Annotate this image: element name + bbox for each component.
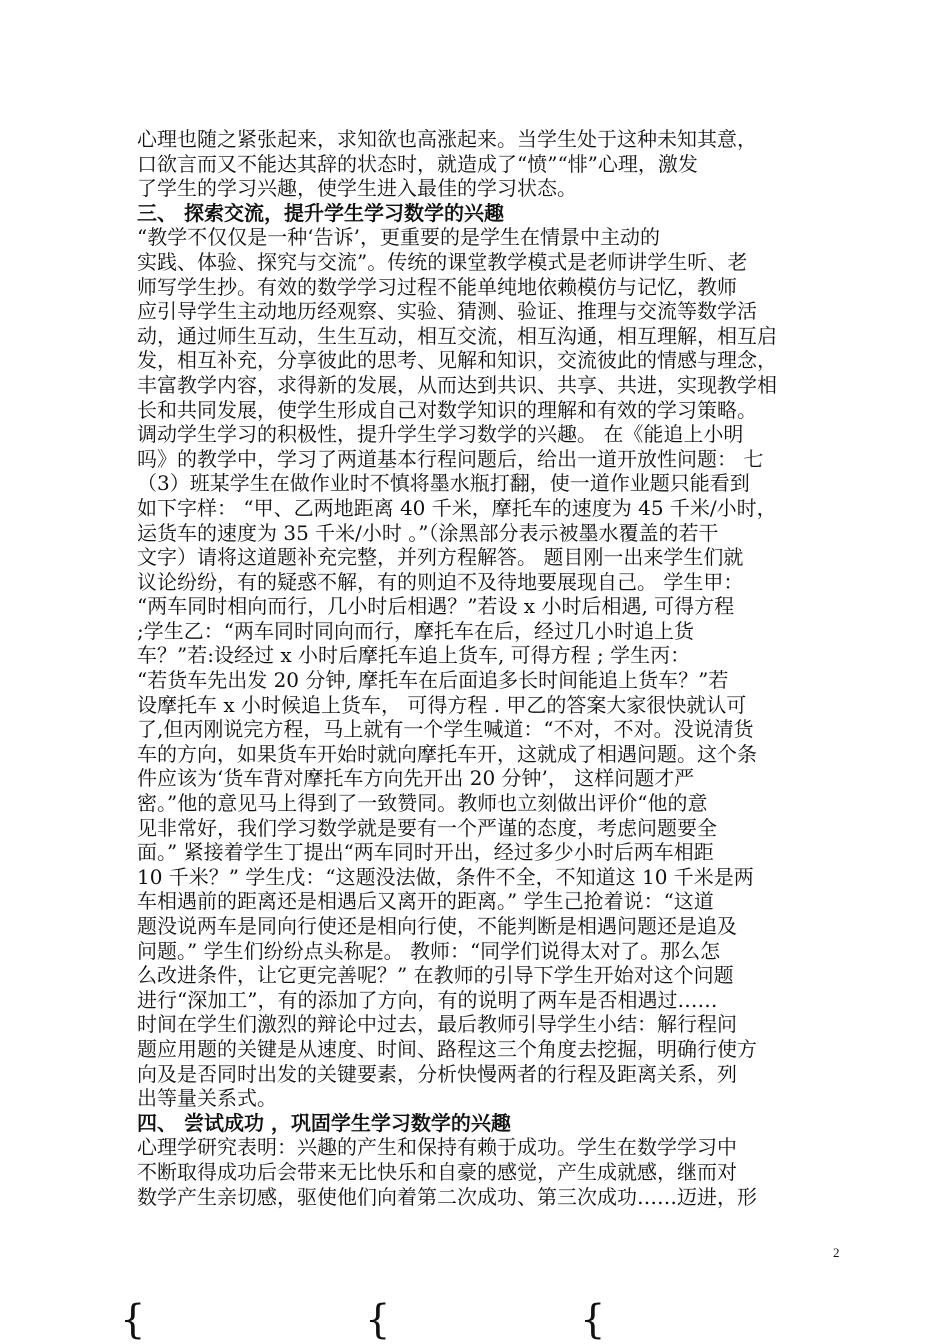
text-line: 调动学生学习的积极性，提升学生学习数学的兴趣。 在《能追上小明 [137,422,744,447]
text-line: 如下字样： “甲、乙两地距离 40 千米，摩托车的速度为 45 千米/小时， [137,495,777,520]
text-line: “两车同时相向而行，几小时后相遇？”若设 x 小时后相遇, 可得方程 [137,594,735,619]
page-number: 2 [833,1245,840,1260]
text-line: 口欲言而又不能达其辞的状态时，就造成了“愤”“悱”心理，激发 [137,151,698,176]
text-line: 动，通过师生互动，生生互动，相互交流，相互沟通，相互理解，相互启 [137,323,777,348]
text-line: 向及是否同时出发的关键要素，分析快慢两者的行程及距离关系，列 [137,1061,737,1086]
section-heading-3: 三、 探索交流，提升学生学习数学的兴趣 [137,200,504,225]
text-line: 题应用题的关键是从速度、时间、路程这三个角度去挖掘，明确行使方 [137,1036,757,1061]
text-line: 题没说两车是同向行使还是相向行使，不能判断是相遇问题还是追及 [137,914,737,938]
text-line: 了学生的学习兴趣，使学生进入最佳的学习状态。 [137,176,577,201]
text-line: “教学不仅仅是一种‘告诉’，更重要的是学生在情景中主动的 [137,225,660,250]
text-line: 么改进条件，让它更完善呢？” 在教师的引导下学生开始对这个问题 [137,963,734,988]
text-line: 见非常好，我们学习数学就是要有一个严谨的态度，考虑问题要全 [137,815,717,840]
text-line: 发，相互补充，分享彼此的思考、见解和知识，交流彼此的情感与理念， [137,348,777,373]
text-line: 密。”他的意见马上得到了一致赞同。教师也立刻做出评价“他的意 [137,791,708,816]
text-line: 数学产生亲切感，驱使他们向着第二次成功、第三次成功……迈进，形 [137,1184,757,1209]
text-line: 面。” 紧接着学生丁提出“两车同时开出，经过多少小时后两车相距 [137,840,714,865]
text-line: 丰富教学内容，求得新的发展，从而达到共识、共享、共进，实现教学相 [137,372,777,397]
text-line: 心理也随之紧张起来，求知欲也高涨起来。当学生处于这种未知其意， [137,127,757,151]
text-line: 长和共同发展，使学生形成自己对数学知识的理解和有效的学习策略。 [137,397,757,422]
left-brace-2: { [365,1297,391,1343]
text-line: 进行“深加工”，有的添加了方向，有的说明了两车是否相遇过…… [137,987,718,1012]
left-brace-3: { [580,1297,606,1343]
text-line: 心理学研究表明：兴趣的产生和保持有赖于成功。学生在数学学习中 [137,1135,737,1160]
text-line: 吗》的教学中，学习了两道基本行程问题后，给出一道开放性问题： 七 [137,446,764,471]
text-line: 设摩托车 x 小时候追上货车， 可得方程 . 甲乙的答案大家很快就认可 [137,692,747,717]
text-line: （3）班某学生在做作业时不慎将墨水瓶打翻，使一道作业题只能看到 [137,471,750,496]
text-line: ;学生乙：“两车同时同向而行，摩托车在后，经过几小时追上货 [137,618,694,643]
section-heading-4: 四、 尝试成功 ，巩固学生学习数学的兴趣 [137,1110,511,1135]
text-line: 应引导学生主动地历经观察、实验、猜测、验证、推理与交流等数学活 [137,299,757,324]
text-line: 议论纷纷，有的疑惑不解，有的则迫不及待地要展现自己。 学生甲： [137,569,744,594]
text-line: 了,但丙刚说完方程，马上就有一个学生喊道：“不对，不对。没说清货 [137,717,754,742]
text-line: 问题。” 学生们纷纷点头称是。 教师：“同学们说得太对了。那么怎 [137,938,721,963]
text-line: “若货车先出发 20 分钟, 摩托车在后面追多长时间能追上货车？”若 [137,668,729,693]
text-line: 文字）请将这道题补充完整，并列方程解答。 题目刚一出来学生们就 [137,545,744,570]
text-line: 师写学生抄。有效的数学学习过程不能单纯地依赖模仿与记忆，教师 [137,274,737,299]
text-line: 不断取得成功后会带来无比快乐和自豪的感觉，产生成就感，继而对 [137,1159,737,1184]
text-line: 车相遇前的距离还是相遇后又离开的距离。” 学生己抢着说：“这道 [137,889,714,914]
text-line: 车的方向，如果货车开始时就向摩托车开，这就成了相遇问题。这个条 [137,741,757,766]
text-line: 时间在学生们激烈的辩论中过去，最后教师引导学生小结：解行程问 [137,1012,737,1037]
text-line: 件应该为‘货车背对摩托车方向先开出 20 分钟’， 这样问题才严 [137,766,695,791]
body-text [137,127,822,1209]
text-line: 实践、体验、探究与交流”。传统的课堂教学模式是老师讲学生听、老 [137,249,748,274]
text-line: 10 千米？” 学生戊：“这题没法做，条件不全，不知道这 10 千米是两 [137,864,754,889]
text-line: 运货车的速度为 35 千米/小时 。”（涂黑部分表示被墨水覆盖的若干 [137,520,719,545]
left-brace-1: { [120,1297,146,1343]
text-line: 车？”若:设经过 x 小时后摩托车追上货车, 可得方程 ; 学生丙： [137,643,691,668]
text-line: 出等量关系式。 [137,1086,277,1111]
